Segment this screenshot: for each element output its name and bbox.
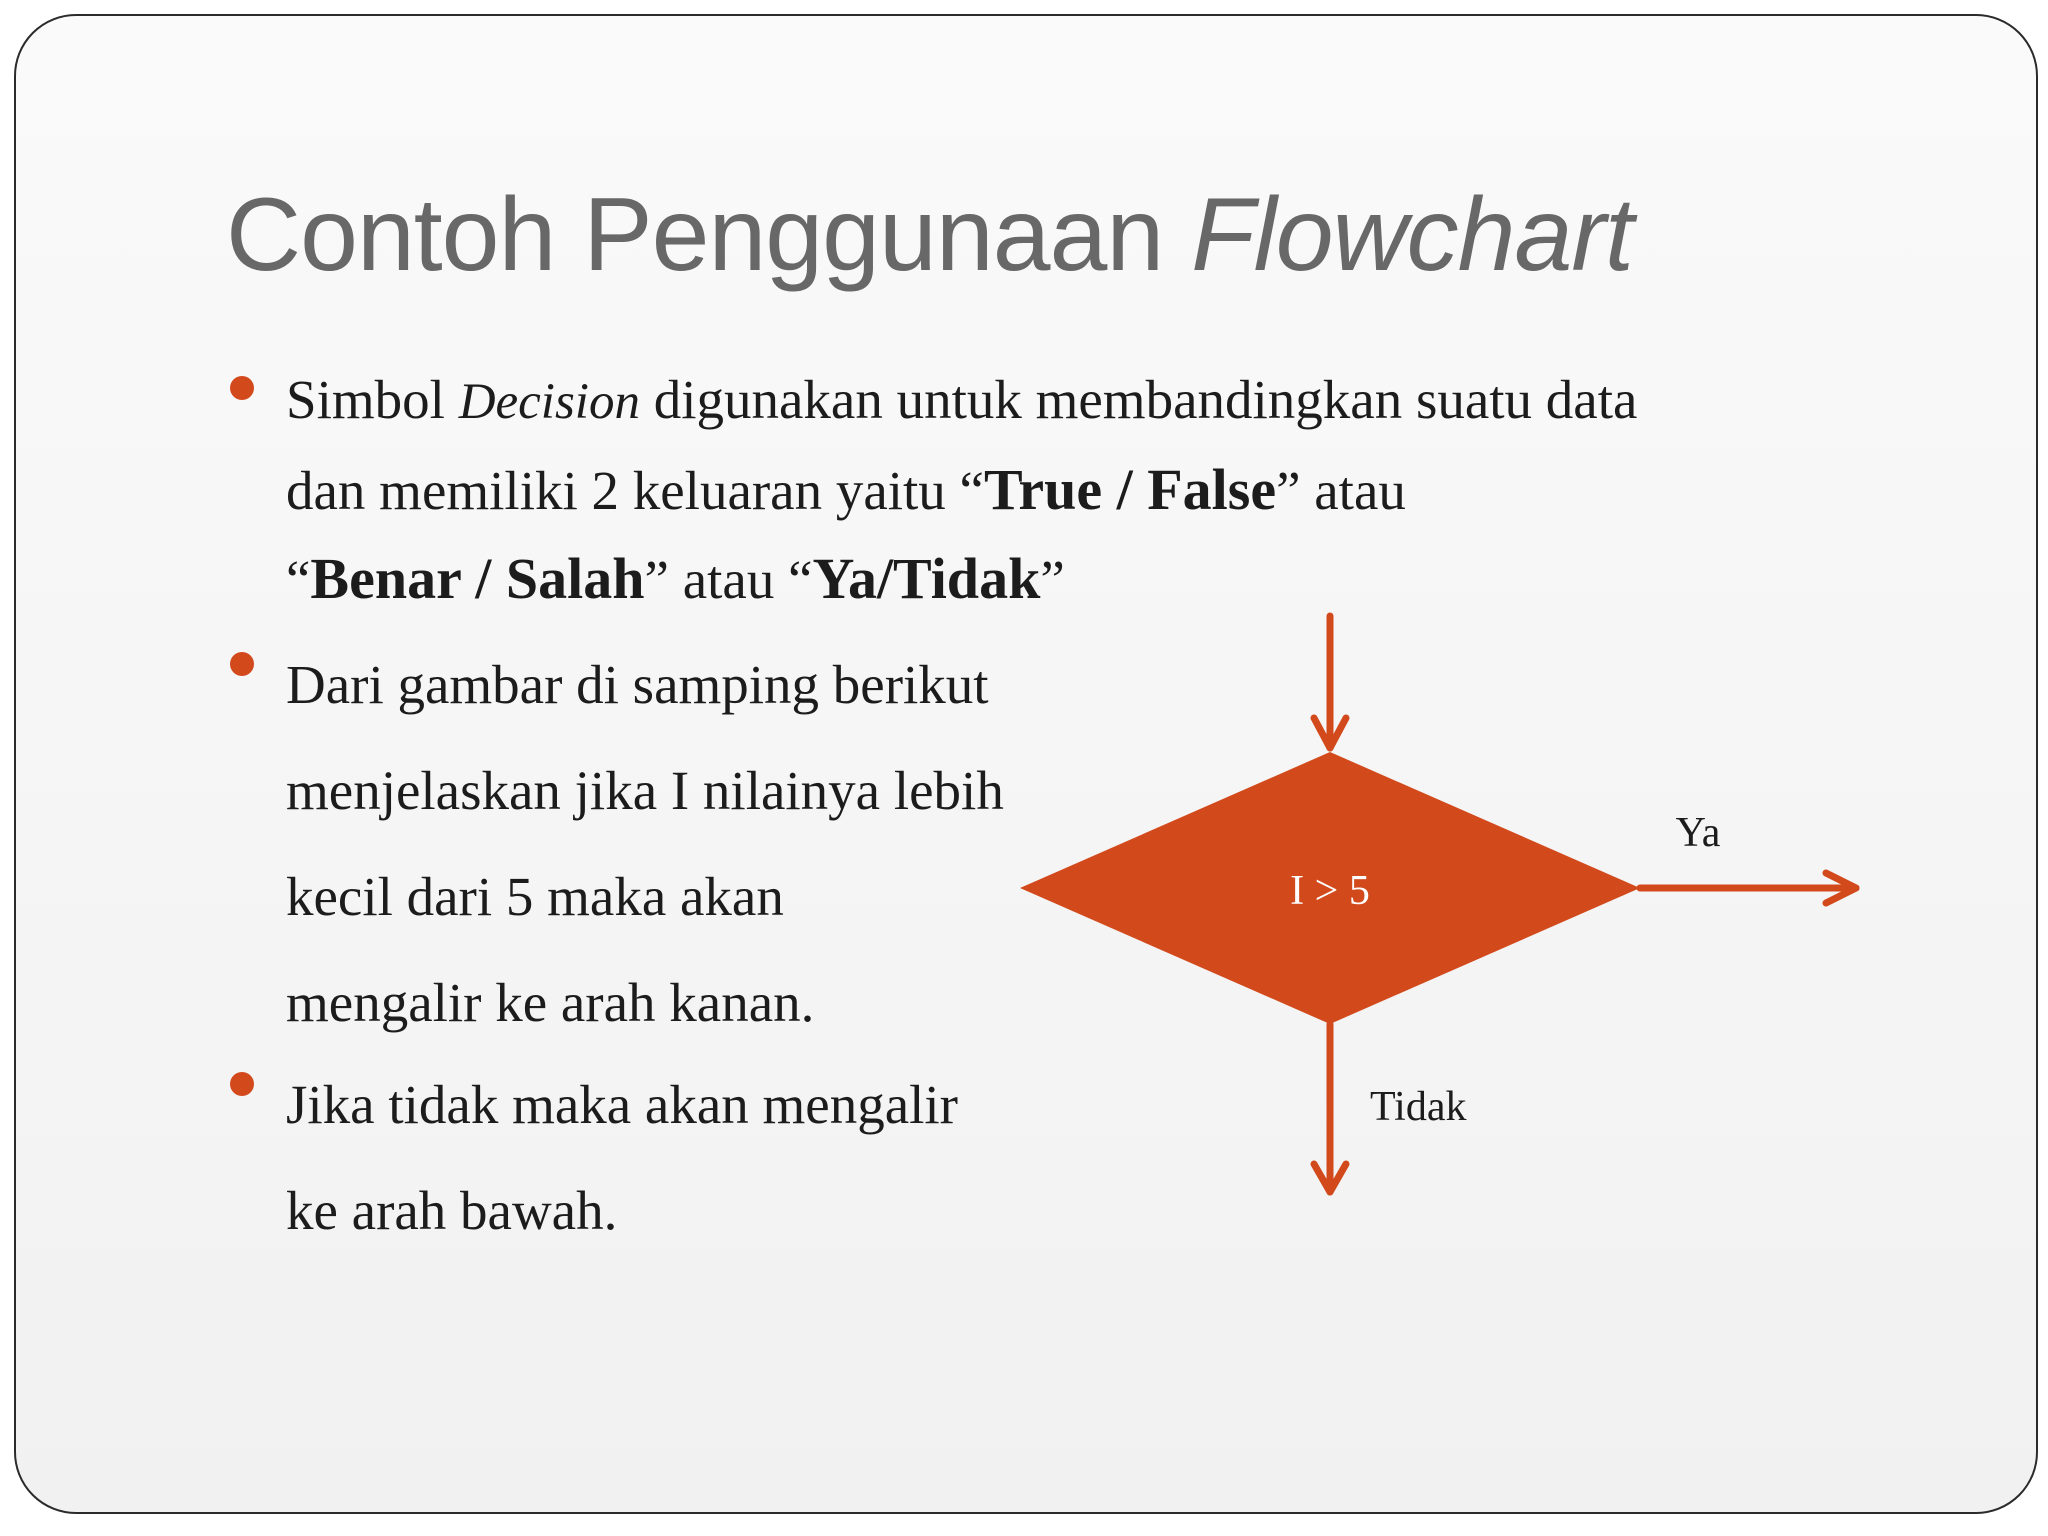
title-italic: Flowchart — [1191, 177, 1633, 293]
bullet-3-line-2: ke arah bawah. — [286, 1180, 618, 1241]
yes-label: Ya — [1675, 810, 1721, 856]
title-main: Contoh Penggunaan — [226, 177, 1192, 293]
bullet-1-line-2: dan memiliki 2 keluaran yaitu “True / False” atau — [286, 457, 1406, 522]
bullet-1-line-3: “Benar / Salah” atau “Ya/Tidak” — [286, 546, 1065, 611]
bullet-2-line-4: mengalir ke arah kanan. — [286, 972, 815, 1033]
bullet-1-line-1: Simbol Decision digunakan untuk membandingkan suatu data — [286, 369, 1638, 430]
bullet-2-line-2: menjelaskan jika I nilainya lebih — [286, 760, 1004, 821]
bullet-2-line-1: Dari gambar di samping berikut — [286, 654, 989, 715]
bullet-3-line-1: Jika tidak maka akan mengalir — [286, 1074, 958, 1135]
decision-condition: I > 5 — [1290, 868, 1370, 914]
true-false-term: True / False — [983, 457, 1277, 522]
ya-tidak-term: Ya/Tidak — [812, 546, 1041, 611]
bullet-2-line-3: kecil dari 5 maka akan — [286, 866, 784, 927]
decision-term: Decision — [458, 374, 640, 430]
no-label: Tidak — [1370, 1084, 1467, 1130]
benar-salah-term: Benar / Salah — [310, 546, 645, 611]
